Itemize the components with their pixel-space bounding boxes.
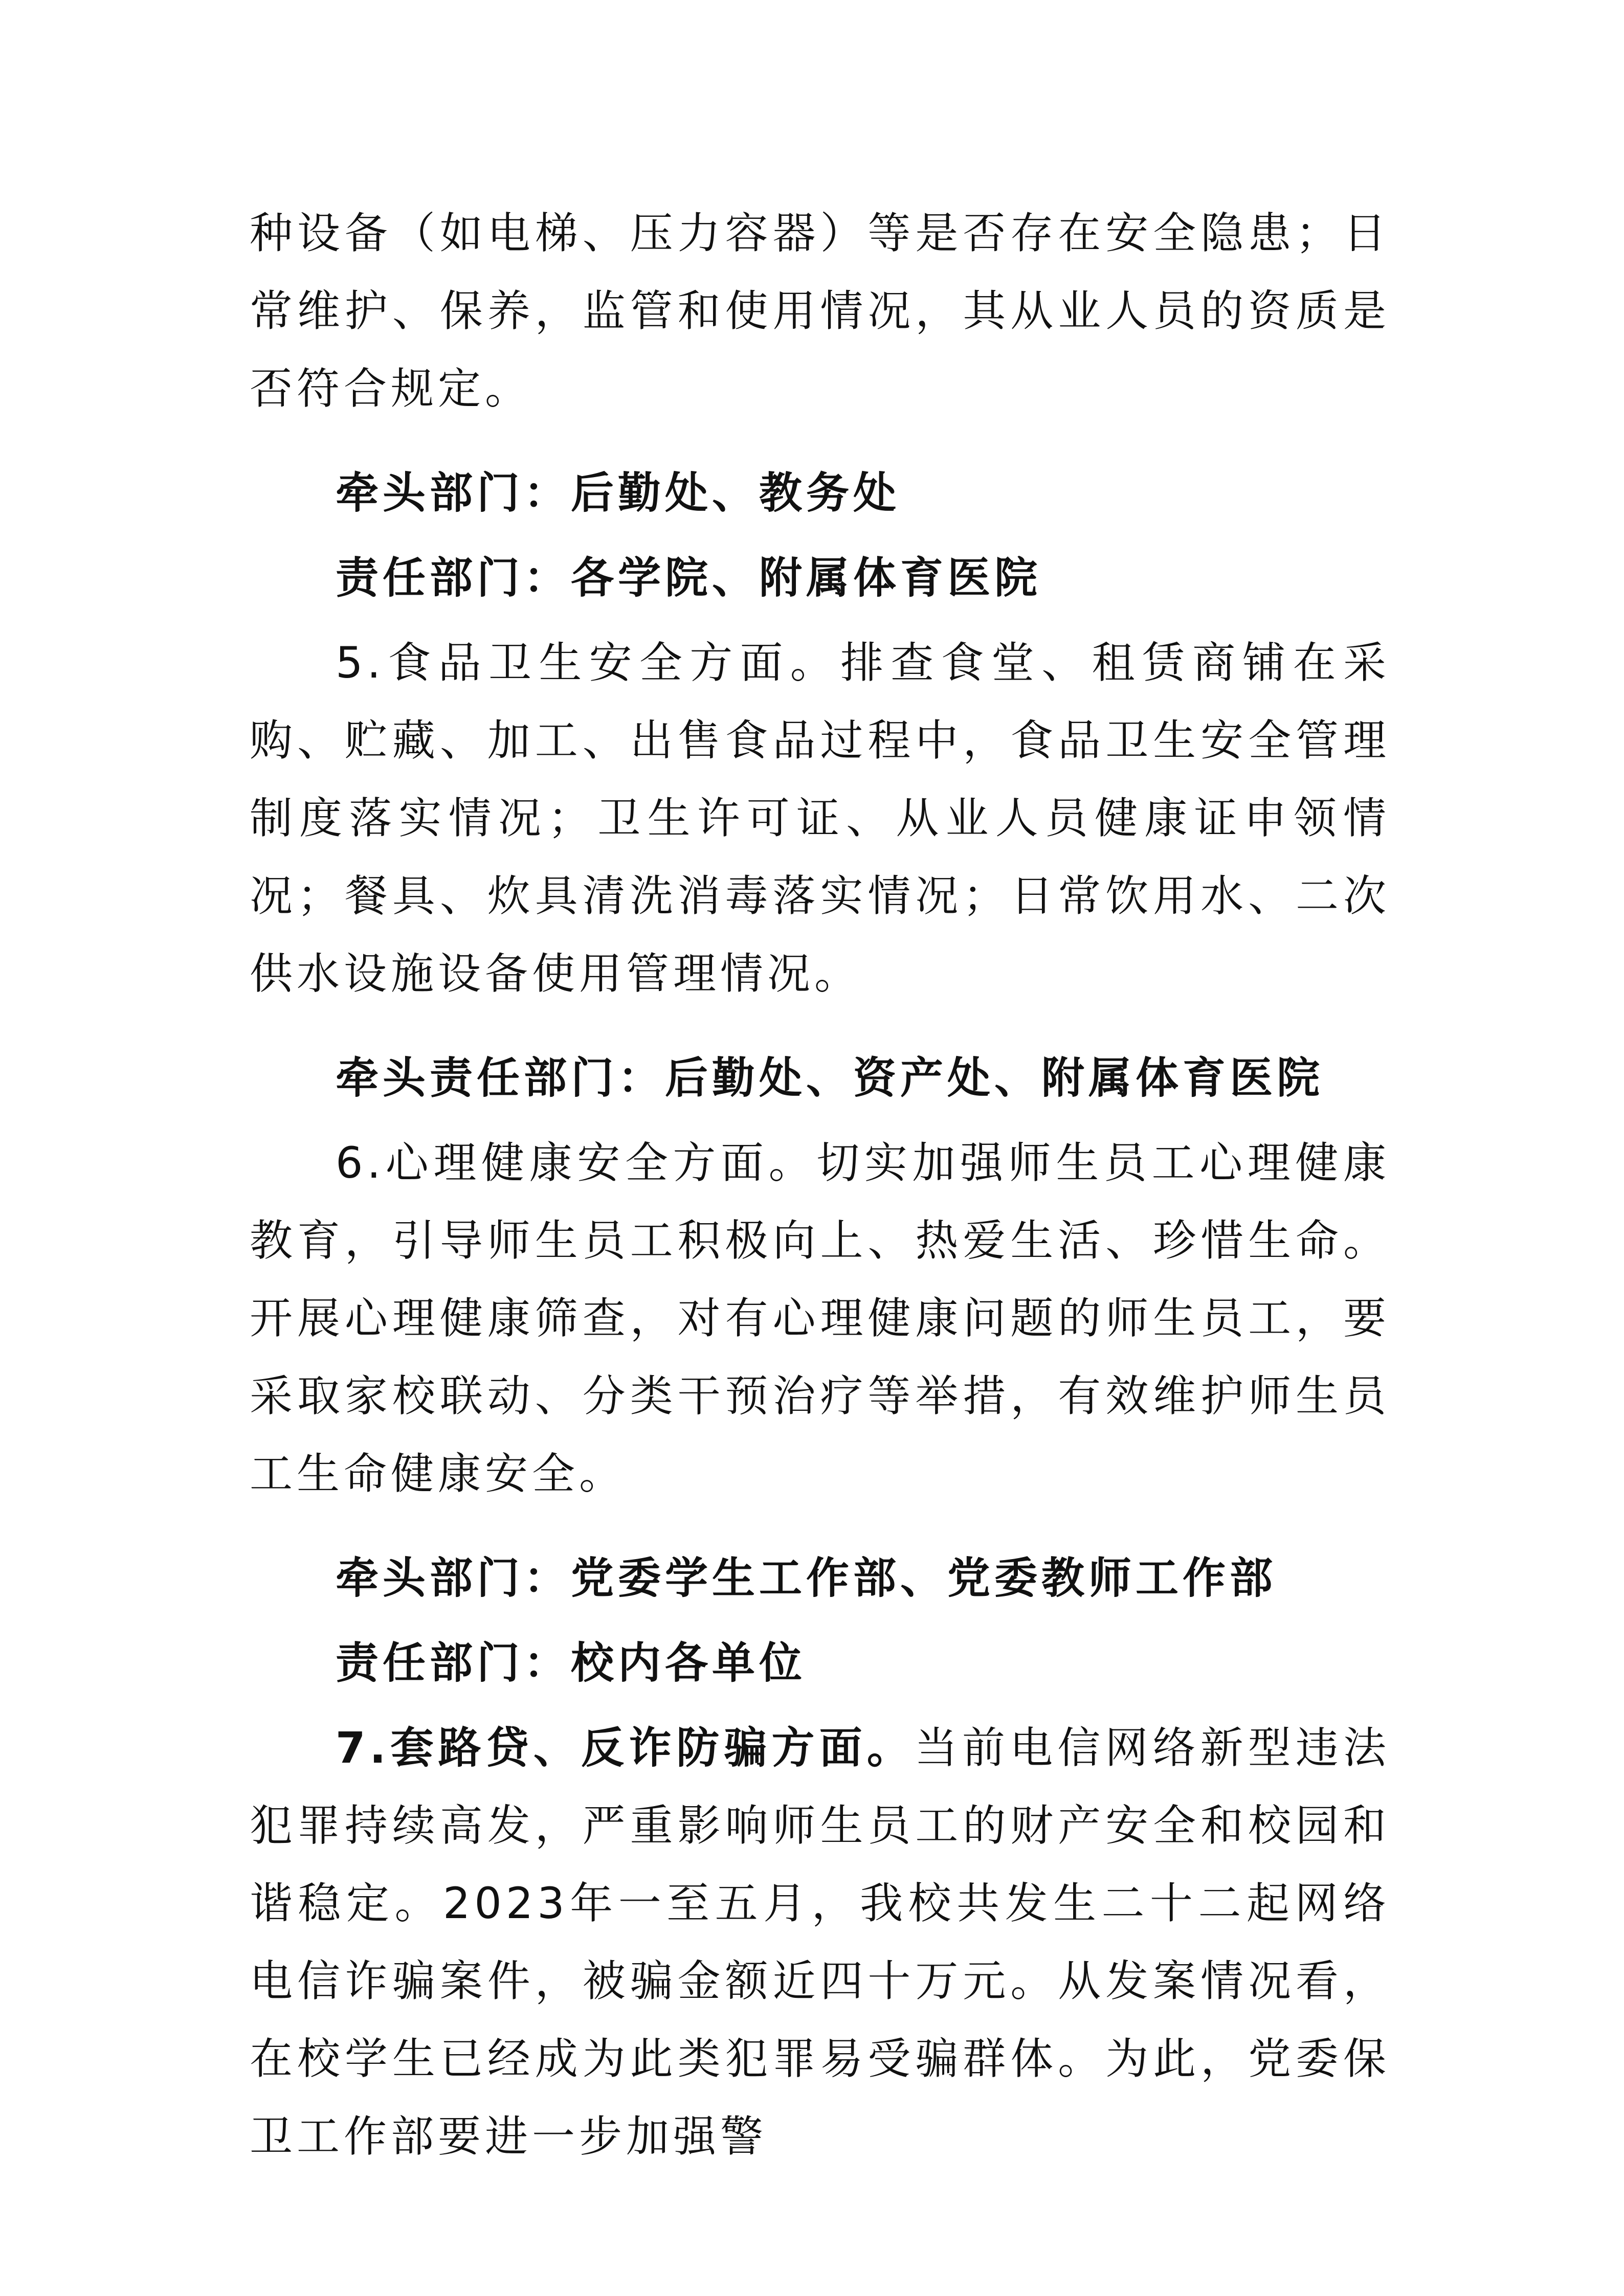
- responsible-department-line-2: 责任部门：校内各单位: [336, 1638, 807, 1688]
- anti-fraud-heading: 7.套路贷、反诈防骗方面。: [336, 1723, 915, 1773]
- paragraph-mental-health: 6.心理健康安全方面。切实加强师生员工心理健康教育，引导师生员工积极向上、热爱生活、珍惜生命。开展心理健康筛查，对有心理健康问题的师生员工，要采取家校联动、分类干预治疗等举措，有效维护师生员工生命健康安全。: [250, 1138, 1390, 1499]
- document-body: [250, 194, 1390, 2175]
- paragraph-special-equipment: 种设备（如电梯、压力容器）等是否存在安全隐患；日常维护、保养，监管和使用情况，其从业人员的资质是否符合规定。: [250, 208, 1390, 414]
- responsible-department-line: 责任部门：各学院、附属体育医院: [336, 553, 1042, 603]
- paragraph-food-safety: 5.食品卫生安全方面。排查食堂、租赁商铺在采购、贮藏、加工、出售食品过程中，食品卫生安全管理制度落实情况；卫生许可证、从业人员健康证申领情况；餐具、炊具清洗消毒落实情况；日常饮用水、二次供水设施设备使用管理情况。: [250, 638, 1390, 999]
- lead-responsible-department-line: 牵头责任部门：后勤处、资产处、附属体育医院: [336, 1053, 1324, 1103]
- lead-department-line: 牵头部门：后勤处、教务处: [336, 468, 901, 518]
- lead-department-line-2: 牵头部门：党委学生工作部、党委教师工作部: [336, 1553, 1277, 1603]
- paragraph-anti-fraud: [250, 1709, 1390, 2175]
- anti-fraud-body: 当前电信网络新型违法犯罪持续高发，严重影响师生员工的财产安全和校园和谐稳定。2023年一至五月，我校共发生二十二起网络电信诈骗案件，被骗金额近四十万元。从发案情况看，在校学生已经成为此类犯罪易受骗群体。为此，党委保卫工作部要进一步加强警: [250, 1723, 1390, 2162]
